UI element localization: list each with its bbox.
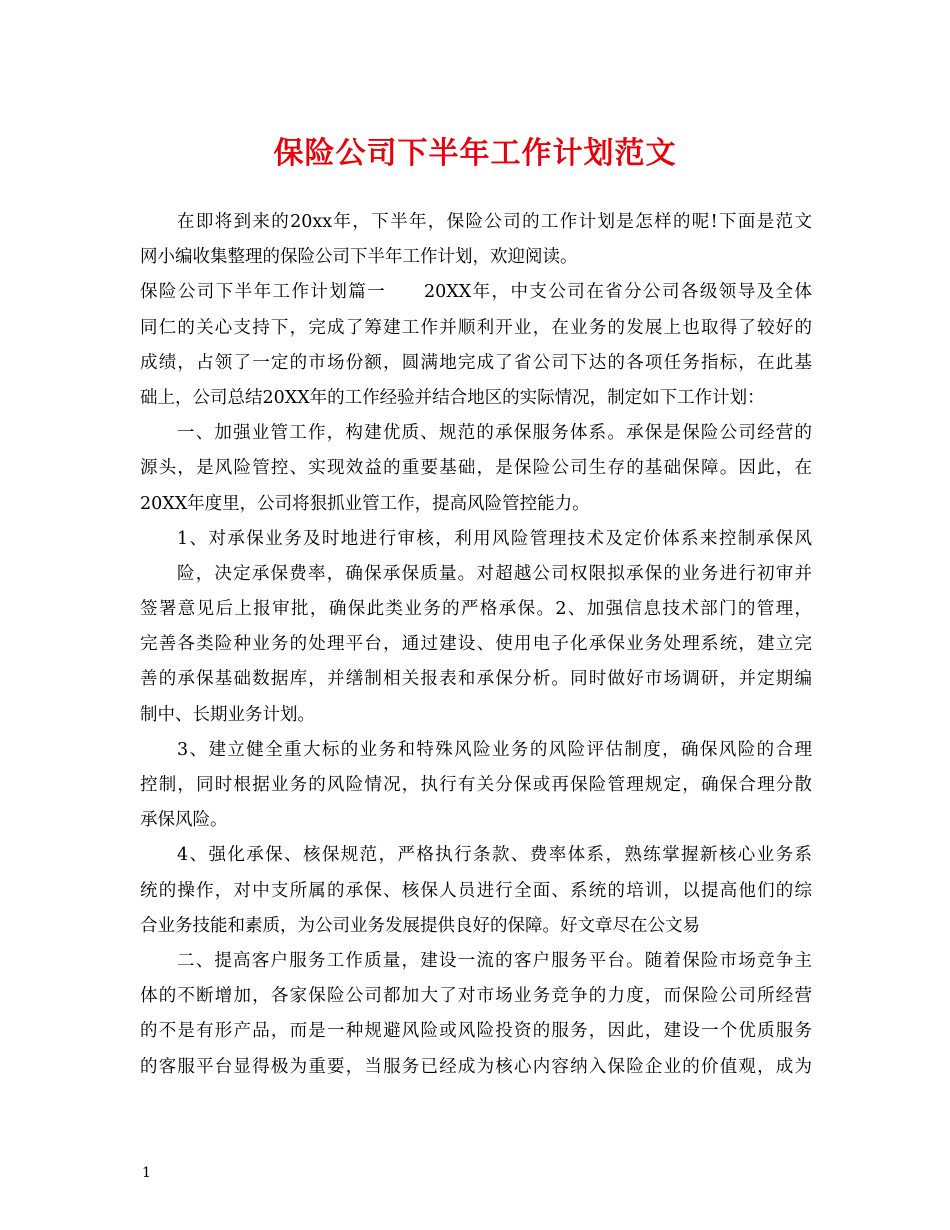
text-line: 完善各类险种业务的处理平台，通过建设、使用电子化承保业务处理系统，建立完 (140, 634, 812, 655)
text-line: 成绩，占领了一定的市场份额，圆满地完成了省公司下达的各项任务指标，在此基 (140, 352, 812, 373)
text-line: 保险公司下半年工作计划篇一 20XX年，中支公司在省分公司各级领导及全体 (140, 282, 812, 303)
text-line: 一、加强业管工作，构建优质、规范的承保服务体系。承保是保险公司经营的 (177, 423, 812, 444)
text-line: 统的操作，对中支所属的承保、核保人员进行全面、系统的培训，以提高他们的综 (140, 880, 812, 901)
text-line: 20XX年度里，公司将狠抓业管工作，提高风险管控能力。 (140, 493, 590, 514)
text-line: 合业务技能和素质，为公司业务发展提供良好的保障。好文章尽在公文易 (140, 915, 700, 936)
text-line: 签署意见后上报审批，确保此类业务的严格承保。2、加强信息技术部门的管理， (140, 599, 812, 620)
page-number: 1 (142, 1165, 151, 1181)
text-line: 在即将到来的20xx年，下半年，保险公司的工作计划是怎样的呢!下面是范文 (177, 212, 812, 232)
text-line: 网小编收集整理的保险公司下半年工作计划，欢迎阅读。 (140, 247, 578, 268)
text-line: 3、建立健全重大标的业务和特殊风险业务的风险评估制度，确保风险的合理 (177, 739, 812, 760)
text-line: 善的承保基础数据库，并缮制相关报表和承保分析。同时做好市场调研，并定期编 (140, 669, 812, 690)
text-line: 源头，是风险管控、实现效益的重要基础，是保险公司生存的基础保障。因此，在 (140, 458, 812, 479)
text-line: 制中、长期业务计划。 (140, 704, 315, 725)
text-line: 控制，同时根据业务的风险情况，执行有关分保或再保险管理规定，确保合理分散 (140, 775, 812, 795)
document-title: 保险公司下半年工作计划范文 (273, 136, 677, 171)
text-line: 的客服平台显得极为重要，当服务已经成为核心内容纳入保险企业的价值观，成为 (140, 1056, 812, 1077)
text-line: 的不是有形产品，而是一种规避风险或风险投资的服务，因此，建设一个优质服务 (140, 1021, 812, 1042)
text-line: 体的不断增加，各家保险公司都加大了对市场业务竞争的力度，而保险公司所经营 (140, 986, 812, 1007)
text-line: 险，决定承保费率，确保承保质量。对超越公司权限拟承保的业务进行初审并 (177, 563, 812, 584)
document-body (140, 205, 812, 1085)
text-line: 4、强化承保、核保规范，严格执行条款、费率体系，熟练掌握新核心业务系 (177, 845, 812, 866)
text-line: 二、提高客户服务工作质量，建设一流的客户服务平台。随着保险市场竞争主 (177, 950, 812, 971)
text-line: 同仁的关心支持下，完成了筹建工作并顺利开业，在业务的发展上也取得了较好的 (140, 317, 812, 338)
text-line: 础上，公司总结20XX年的工作经验并结合地区的实际情况，制定如下工作计划： (140, 387, 765, 408)
text-line: 承保风险。 (140, 810, 228, 831)
text-line: 1、对承保业务及时地进行审核，利用风险管理技术及定价体系来控制承保风 (177, 528, 812, 549)
